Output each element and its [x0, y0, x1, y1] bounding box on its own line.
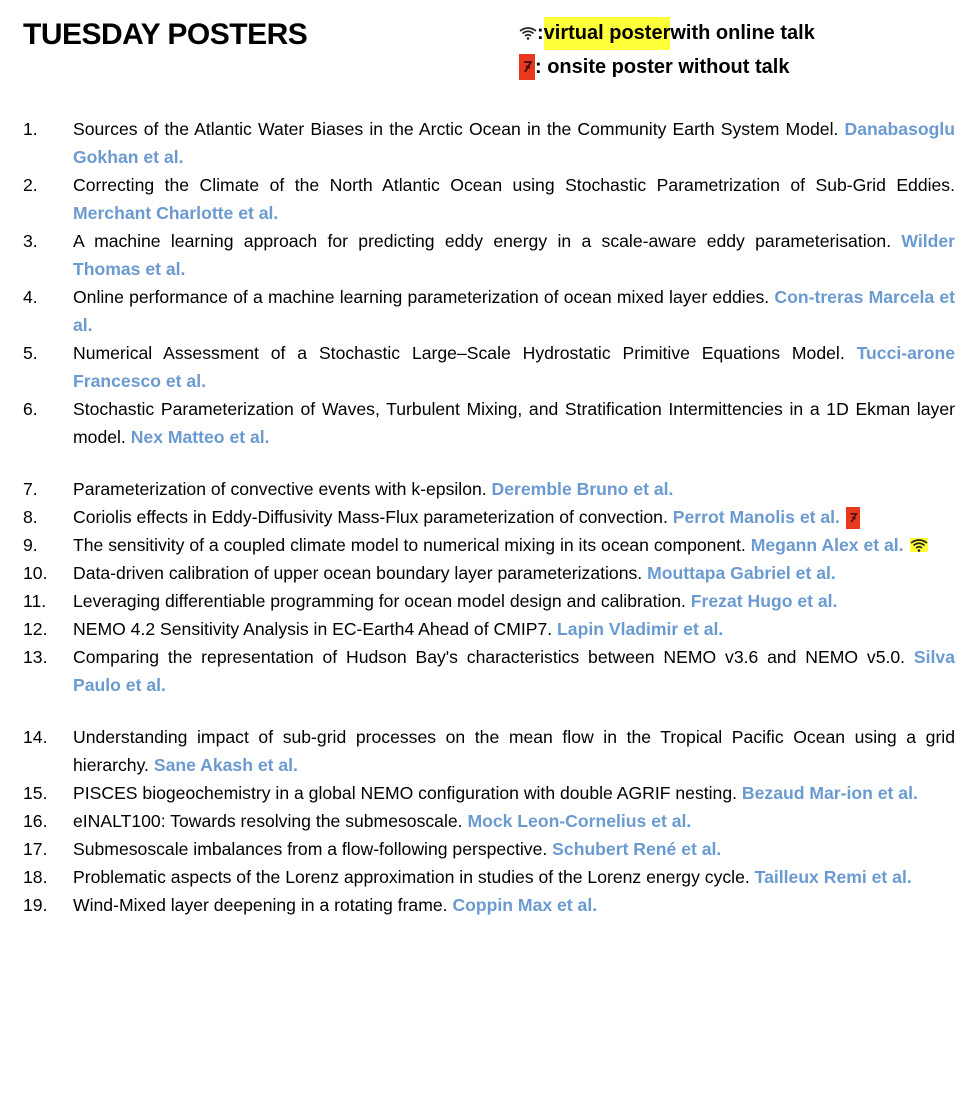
poster-title: Data-driven calibration of upper ocean boundary layer parameterizations. [73, 563, 643, 583]
poster-entry [73, 171, 955, 227]
poster-title: Problematic aspects of the Lorenz approximation in studies of the Lorenz energy cycle. [73, 867, 750, 887]
poster-author: Lapin Vladimir et al. [557, 619, 724, 639]
poster-author: Mouttapa Gabriel et al. [647, 563, 836, 583]
poster-item [23, 587, 955, 615]
poster-entry [73, 615, 955, 643]
poster-item [23, 779, 955, 807]
poster-item [23, 115, 955, 171]
legend-virtual-colon: : [537, 21, 544, 44]
poster-author: Perrot Manolis et al. [672, 507, 840, 527]
poster-item [23, 891, 955, 919]
poster-title: eINALT100: Towards resolving the submesoscale. [73, 811, 463, 831]
poster-number: 2. [23, 175, 38, 195]
poster-item [23, 475, 955, 503]
poster-entry [73, 283, 955, 339]
poster-number: 11. [23, 591, 47, 611]
poster-title: Comparing the representation of Hudson Bay's characteristics between NEMO v3.6 and NEMO v5.0. [73, 647, 906, 667]
poster-title: Numerical Assessment of a Stochastic Large–Scale Hydrostatic Primitive Equations Model. [73, 343, 845, 363]
poster-author: Coppin Max et al. [452, 895, 598, 915]
poster-item [23, 503, 955, 531]
poster-number: 12. [23, 619, 48, 639]
poster-author: Sane Akash et al. [153, 755, 298, 775]
poster-author: Frezat Hugo et al. [690, 591, 838, 611]
poster-item [23, 395, 955, 451]
poster-number: 13. [23, 647, 48, 667]
poster-entry [73, 395, 955, 451]
onsite-marker-icon [846, 507, 860, 529]
poster-entry [73, 559, 955, 587]
poster-number: 19. [23, 895, 48, 915]
poster-item [23, 171, 955, 227]
legend-onsite-text: : onsite poster without talk [535, 55, 790, 78]
legend-onsite [519, 50, 815, 84]
section-gap [23, 451, 955, 475]
poster-number: 17. [23, 839, 48, 859]
poster-title: Wind-Mixed layer deepening in a rotating frame. [73, 895, 448, 915]
poster-author: Schubert René et al. [552, 839, 722, 859]
page-title: TUESDAY POSTERS [23, 18, 308, 51]
poster-author: Mock Leon-Cornelius et al. [467, 811, 692, 831]
poster-entry [73, 807, 955, 835]
poster-item [23, 723, 955, 779]
legend [519, 16, 815, 84]
poster-title: The sensitivity of a coupled climate model to numerical mixing in its ocean component. [73, 535, 746, 555]
poster-item [23, 283, 955, 339]
poster-title: Online performance of a machine learning parameterization of ocean mixed layer eddies. [73, 287, 770, 307]
section-gap [23, 699, 955, 723]
poster-author: Deremble Bruno et al. [491, 479, 674, 499]
poster-item [23, 835, 955, 863]
poster-author: Merchant Charlotte et al. [73, 203, 279, 223]
poster-item [23, 559, 955, 587]
poster-item [23, 227, 955, 283]
legend-virtual-highlight: virtual poster [544, 17, 671, 50]
poster-title: Coriolis effects in Eddy-Diffusivity Mass-Flux parameterization of convection. [73, 507, 668, 527]
poster-number: 8. [23, 507, 38, 527]
poster-entry [73, 835, 955, 863]
poster-number: 15. [23, 783, 48, 803]
poster-title: Parameterization of convective events with k-epsilon. [73, 479, 487, 499]
poster-entry [73, 115, 955, 171]
poster-item [23, 531, 955, 559]
wifi-icon [519, 22, 537, 45]
poster-number: 18. [23, 867, 48, 887]
poster-author: Nex Matteo et al. [130, 427, 270, 447]
poster-item [23, 615, 955, 643]
poster-title: Correcting the Climate of the North Atlantic Ocean using Stochastic Parametrization of Sub-Grid Eddies. [73, 175, 955, 195]
poster-number: 14. [23, 727, 48, 747]
legend-virtual [519, 16, 815, 50]
poster-author: Tailleux Remi et al. [754, 867, 912, 887]
poster-item [23, 339, 955, 395]
virtual-marker-icon [910, 535, 928, 555]
poster-title: A machine learning approach for predicting eddy energy in a scale-aware eddy parameterisation. [73, 231, 892, 251]
poster-author: Wilder Thomas et al. [73, 231, 956, 279]
poster-number: 5. [23, 343, 38, 363]
poster-entry [73, 863, 955, 891]
poster-entry [73, 587, 955, 615]
poster-entry [73, 503, 955, 531]
poster-title: Leveraging differentiable programming for ocean model design and calibration. [73, 591, 686, 611]
legend-virtual-rest: with online talk [670, 21, 815, 44]
poster-number: 4. [23, 287, 38, 307]
poster-number: 10. [23, 563, 48, 583]
poster-entry [73, 643, 955, 699]
poster-author: Bezaud Mar-ion et al. [741, 783, 918, 803]
poster-title: NEMO 4.2 Sensitivity Analysis in EC-Earth4 Ahead of CMIP7. [73, 619, 553, 639]
poster-title: Submesoscale imbalances from a flow-following perspective. [73, 839, 548, 859]
poster-item [23, 807, 955, 835]
poster-title: Understanding impact of sub-grid processes on the mean flow in the Tropical Pacific Ocean using a grid hierarchy. [73, 727, 955, 775]
poster-item [23, 863, 955, 891]
poster-item [23, 643, 955, 699]
poster-entry [73, 227, 955, 283]
poster-author: Danabasoglu Gokhan et al. [73, 119, 955, 167]
poster-author: Tucci-arone Francesco et al. [73, 343, 956, 391]
poster-author: Con-treras Marcela et al. [73, 287, 956, 335]
poster-number: 3. [23, 231, 38, 251]
poster-entry [73, 531, 955, 559]
poster-list [23, 115, 955, 919]
poster-title: Stochastic Parameterization of Waves, Turbulent Mixing, and Stratification Intermittencies in a 1D Ekman layer model. [73, 399, 955, 447]
poster-author: Megann Alex et al. [750, 535, 904, 555]
poster-number: 9. [23, 535, 38, 555]
poster-number: 6. [23, 399, 38, 419]
poster-entry [73, 723, 955, 779]
poster-number: 1. [23, 119, 38, 139]
poster-entry [73, 475, 955, 503]
poster-title: Sources of the Atlantic Water Biases in the Arctic Ocean in the Community Earth System Model. [73, 119, 839, 139]
poster-entry [73, 891, 955, 919]
poster-number: 7. [23, 479, 38, 499]
poster-entry [73, 779, 955, 807]
poster-title: PISCES biogeochemistry in a global NEMO configuration with double AGRIF nesting. [73, 783, 738, 803]
poster-entry [73, 339, 955, 395]
red-box-icon [519, 54, 535, 80]
poster-author: Silva Paulo et al. [73, 647, 956, 695]
poster-number: 16. [23, 811, 48, 831]
